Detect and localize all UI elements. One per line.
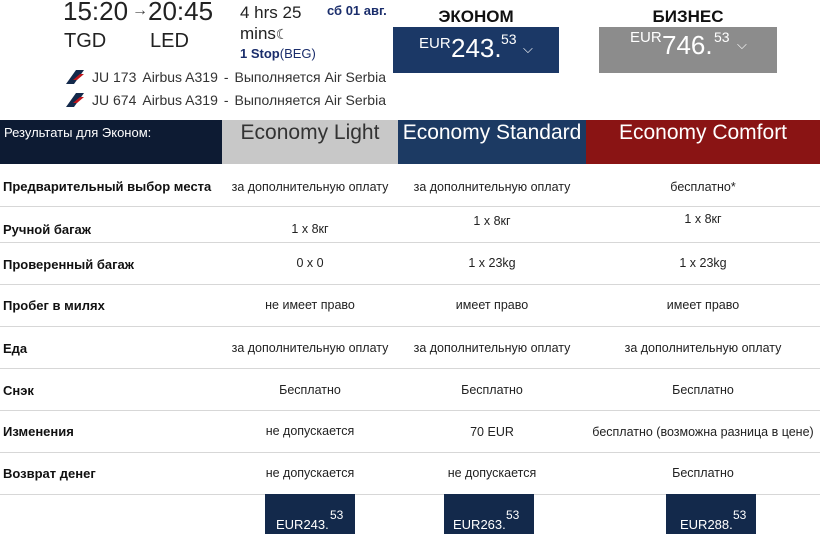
cell-value: 70 EUR	[470, 425, 514, 439]
depart-airport: TGD	[64, 30, 107, 52]
column-economy-comfort[interactable]: Economy Comfort	[586, 120, 820, 164]
leg-flight-number: JU 173	[92, 69, 137, 85]
select-economy-light-button[interactable]	[265, 494, 355, 534]
cell-value: не допускается	[265, 466, 355, 480]
price-decimal: 53	[501, 31, 517, 47]
cell-value: за дополнительную оплату	[231, 341, 389, 355]
stops-count: 1 Stop	[240, 46, 280, 61]
row-label: Пробег в милях	[3, 298, 105, 313]
depart-time: 15:20	[63, 0, 129, 26]
cell-value: бесплатно*	[670, 180, 736, 194]
cell-value: Бесплатно	[672, 383, 734, 397]
price-decimal: 53	[714, 29, 730, 45]
leg-operator: Выполняется Air Serbia	[234, 69, 386, 85]
fare-business	[599, 0, 777, 74]
cell-value: 1 х 8кг	[684, 212, 722, 226]
fare-economy-price-button[interactable]	[393, 27, 559, 73]
price-integer: 243.	[451, 33, 502, 63]
fare-business-title: БИЗНЕС	[652, 7, 724, 26]
cell-value: за дополнительную оплату	[413, 180, 571, 194]
moon-icon: ☾	[275, 26, 289, 42]
cell-value: 1 х 23kg	[468, 256, 516, 270]
row-label: Проверенный багаж	[3, 257, 134, 272]
cell-value: имеет право	[666, 298, 740, 312]
leg-aircraft: Airbus A319	[142, 92, 218, 108]
duration-mins: mins	[240, 24, 276, 43]
leg-separator: -	[223, 92, 229, 108]
flight-leg	[64, 91, 386, 109]
cell-value: за дополнительную оплату	[413, 341, 571, 355]
currency-label: EUR	[630, 29, 662, 46]
arrive-airport: LED	[150, 30, 189, 52]
column-economy-standard[interactable]: Economy Standard	[398, 120, 586, 164]
table-row	[0, 243, 820, 285]
cell-value: Бесплатно	[672, 466, 734, 480]
select-economy-comfort-button[interactable]	[666, 494, 756, 534]
fare-economy-title: ЭКОНОМ	[438, 7, 514, 26]
table-row	[0, 411, 820, 453]
leg-separator: -	[223, 69, 229, 85]
table-row	[0, 285, 820, 327]
cell-value: Бесплатно	[461, 383, 523, 397]
flight-date: сб 01 авг.	[327, 3, 387, 18]
cell-value: 1 х 8кг	[291, 222, 329, 236]
price-integer: 746.	[662, 30, 713, 60]
results-label: Результаты для Эконом:	[0, 120, 222, 164]
cell-value: за дополнительную оплату	[624, 341, 782, 355]
leg-operator: Выполняется Air Serbia	[234, 92, 386, 108]
chevron-down-icon: ⌵	[737, 37, 747, 52]
row-label: Предварительный выбор места	[3, 179, 212, 194]
cell-value: 0 х 0	[296, 256, 324, 270]
bottom-price-decimal: 53	[506, 508, 520, 522]
column-economy-light[interactable]: Economy Light	[222, 120, 398, 164]
row-label: Еда	[3, 341, 28, 356]
cell-value: за дополнительную оплату	[231, 180, 389, 194]
fare-table-header	[0, 120, 820, 164]
arrive-time: 20:45	[148, 0, 214, 26]
bottom-price-text: EUR243.	[276, 517, 329, 532]
flight-leg	[64, 68, 386, 86]
cell-value: имеет право	[455, 298, 529, 312]
chevron-down-icon: ⌵	[523, 41, 533, 56]
flight-summary[interactable]	[0, 0, 392, 116]
cell-value: не имеет право	[265, 298, 355, 312]
stops-via: (BEG)	[279, 46, 316, 61]
cell-value: бесплатно (возможна разница в цене)	[592, 425, 814, 439]
row-label: Возврат денег	[3, 466, 96, 481]
cell-value: 1 х 23kg	[679, 256, 727, 270]
fare-business-price-button[interactable]	[599, 27, 777, 73]
table-row	[0, 369, 820, 411]
cell-value: не допускается	[447, 466, 537, 480]
cell-value: Бесплатно	[279, 383, 341, 397]
bottom-price-decimal: 53	[733, 508, 747, 522]
airline-logo-icon	[64, 91, 86, 109]
row-label: Изменения	[3, 424, 74, 439]
leg-flight-number: JU 674	[92, 92, 137, 108]
row-label: Снэк	[3, 383, 34, 398]
cell-value: не допускается	[265, 424, 355, 438]
select-economy-standard-button[interactable]	[444, 494, 534, 534]
bottom-price-text: EUR288.	[680, 517, 733, 532]
duration-hours: 4 hrs 25	[240, 3, 302, 22]
table-row	[0, 327, 820, 369]
table-row	[0, 207, 820, 243]
table-row	[0, 166, 820, 207]
bottom-price-decimal: 53	[330, 508, 344, 522]
row-label: Ручной багаж	[3, 222, 91, 237]
arrow-right-icon: →	[132, 2, 148, 19]
airline-logo-icon	[64, 68, 86, 86]
leg-aircraft: Airbus A319	[142, 69, 218, 85]
cell-value: 1 х 8кг	[473, 214, 511, 228]
table-row	[0, 453, 820, 495]
bottom-price-text: EUR263.	[453, 517, 506, 532]
stops-info[interactable]	[240, 46, 316, 61]
flight-duration	[240, 2, 301, 45]
currency-label: EUR	[419, 35, 451, 52]
fare-economy	[393, 0, 559, 74]
